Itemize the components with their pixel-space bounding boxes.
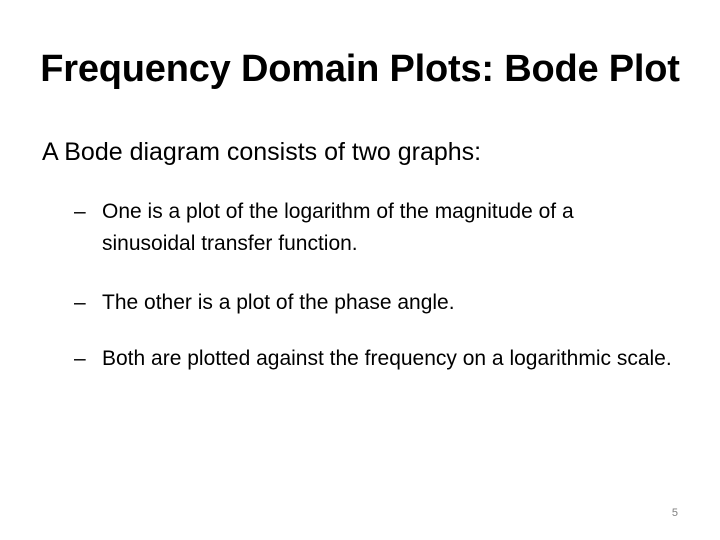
- bullet-dash: –: [74, 291, 86, 314]
- bullet-text: Both are plotted against the frequency on a logarithmic scale.: [102, 347, 672, 370]
- bullet-item: [74, 287, 672, 319]
- bullet-item: [74, 196, 672, 260]
- bullet-item: [74, 343, 672, 375]
- intro-text: A Bode diagram consists of two graphs:: [42, 138, 482, 166]
- bullet-text: One is a plot of the logarithm of the magnitude of a sinusoidal transfer function.: [102, 200, 574, 255]
- bullet-text: The other is a plot of the phase angle.: [102, 291, 455, 314]
- slide-title: Frequency Domain Plots: Bode Plot: [40, 48, 680, 90]
- bullet-dash: –: [74, 200, 86, 223]
- bullet-dash: –: [74, 347, 86, 370]
- page-number: 5: [671, 507, 678, 519]
